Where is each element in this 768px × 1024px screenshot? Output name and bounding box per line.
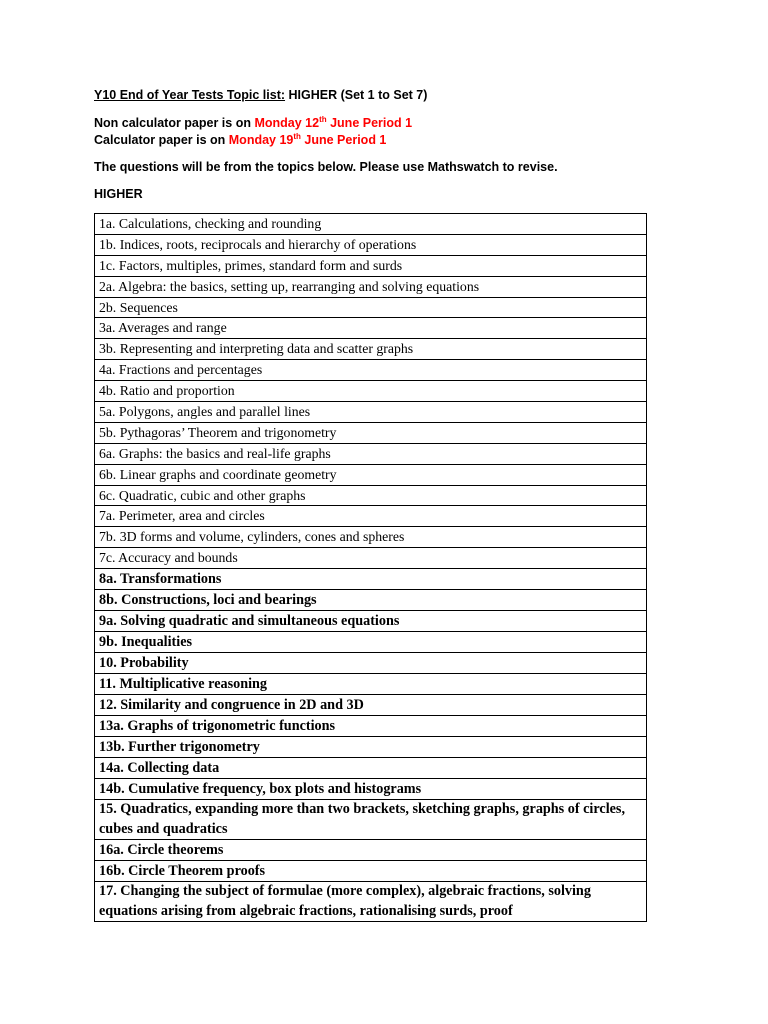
calculator-ordinal: th [293,131,301,141]
topic-cell: 15. Quadratics, expanding more than two brackets, sketching graphs, graphs of circles, cubes and quadratics [95,800,647,840]
table-row [95,443,647,464]
table-row [95,214,647,235]
table-row [95,402,647,423]
table-row [95,653,647,674]
calculator-date [229,133,387,147]
topic-cell: 9a. Solving quadratic and simultaneous equations [95,611,647,632]
topic-cell: 5b. Pythagoras’ Theorem and trigonometry [95,422,647,443]
topic-cell: 5a. Polygons, angles and parallel lines [95,402,647,423]
non-calculator-day: Monday 12 [254,116,320,130]
topic-cell: 13b. Further trigonometry [95,737,647,758]
tier-label: HIGHER [94,187,143,201]
non-calculator-ordinal: th [319,114,327,124]
table-row [95,548,647,569]
topic-cell: 1a. Calculations, checking and rounding [95,214,647,235]
topic-cell: 2a. Algebra: the basics, setting up, rearranging and solving equations [95,276,647,297]
table-row [95,485,647,506]
topic-cell: 12. Similarity and congruence in 2D and 3D [95,695,647,716]
topic-cell: 16a. Circle theorems [95,840,647,861]
topic-cell: 1c. Factors, multiples, primes, standard form and surds [95,255,647,276]
topic-cell: 7b. 3D forms and volume, cylinders, cones and spheres [95,527,647,548]
topic-table [94,213,647,922]
table-row [95,506,647,527]
topic-cell: 6a. Graphs: the basics and real-life graphs [95,443,647,464]
table-row [95,779,647,800]
table-row [95,737,647,758]
topic-cell: 7a. Perimeter, area and circles [95,506,647,527]
title-underlined: Y10 End of Year Tests Topic list: [94,88,286,102]
instructions: The questions will be from the topics below. Please use Mathswatch to revise. [94,160,558,174]
table-row [95,360,647,381]
calculator-day: Monday 19 [228,133,294,147]
table-row [95,569,647,590]
topic-cell: 2b. Sequences [95,297,647,318]
topic-cell: 14b. Cumulative frequency, box plots and histograms [95,779,647,800]
topic-cell: 6c. Quadratic, cubic and other graphs [95,485,647,506]
table-row [95,297,647,318]
table-row [95,422,647,443]
topic-cell: 4b. Ratio and proportion [95,381,647,402]
topic-cell: 7c. Accuracy and bounds [95,548,647,569]
calculator-date-line [94,133,386,147]
table-row [95,318,647,339]
table-row [95,590,647,611]
topic-cell: 6b. Linear graphs and coordinate geometry [95,464,647,485]
table-row [95,339,647,360]
table-row [95,695,647,716]
calculator-period: June Period 1 [300,133,387,147]
title-rest: HIGHER (Set 1 to Set 7) [285,88,428,102]
calculator-label: Calculator paper is on [94,133,229,147]
non-calculator-label: Non calculator paper is on [94,116,255,130]
table-row [95,674,647,695]
non-calculator-period: June Period 1 [326,116,413,130]
table-row [95,464,647,485]
table-row [95,381,647,402]
topic-cell: 10. Probability [95,653,647,674]
table-row [95,840,647,861]
document-title [94,88,427,102]
topic-cell: 11. Multiplicative reasoning [95,674,647,695]
topic-cell: 16b. Circle Theorem proofs [95,861,647,882]
table-row [95,800,647,840]
table-row [95,527,647,548]
topic-cell: 4a. Fractions and percentages [95,360,647,381]
table-row [95,758,647,779]
non-calculator-date [254,116,412,130]
table-row [95,611,647,632]
topic-cell: 1b. Indices, roots, reciprocals and hierarchy of operations [95,234,647,255]
table-row [95,234,647,255]
topic-cell: 8a. Transformations [95,569,647,590]
topic-cell: 8b. Constructions, loci and bearings [95,590,647,611]
table-row [95,716,647,737]
topic-cell: 13a. Graphs of trigonometric functions [95,716,647,737]
topic-cell: 3a. Averages and range [95,318,647,339]
table-row [95,632,647,653]
table-row [95,861,647,882]
non-calculator-date-line [94,116,412,130]
table-row [95,255,647,276]
topic-cell: 14a. Collecting data [95,758,647,779]
topic-cell: 17. Changing the subject of formulae (more complex), algebraic fractions, solving equations arising from algebraic fractions, rationalising surds, proof [95,882,647,922]
table-row [95,276,647,297]
table-row [95,882,647,922]
topic-cell: 3b. Representing and interpreting data and scatter graphs [95,339,647,360]
topic-cell: 9b. Inequalities [95,632,647,653]
